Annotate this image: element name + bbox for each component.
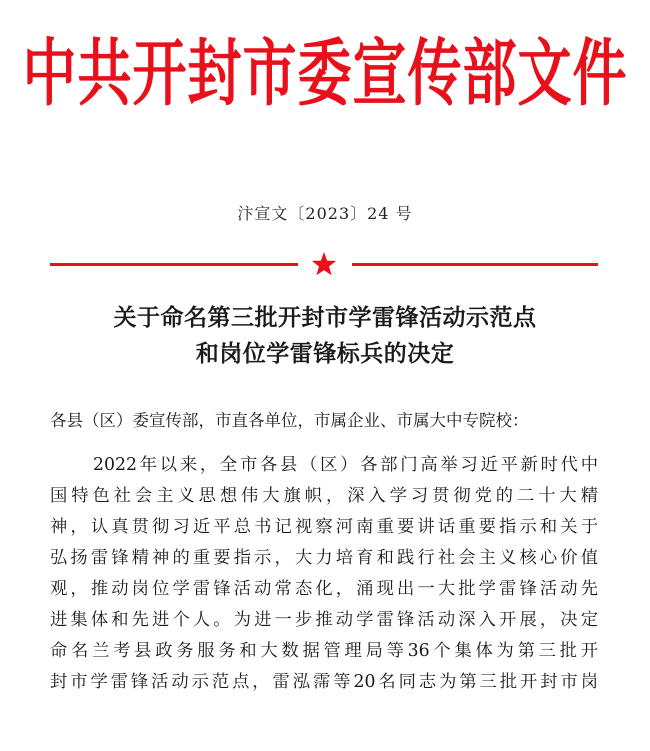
body-line: 2022年以来，全市各县（区）各部门高举习近平新时代中	[93, 455, 598, 475]
document-title-line-2: 和岗位学雷锋标兵的决定	[195, 341, 455, 367]
red-rule-left	[50, 263, 298, 266]
document-title-line-1: 关于命名第三批开封市学雷锋活动示范点	[113, 305, 537, 331]
body-line: 命名兰考县政务服务和大数据管理局等36个集体为第三批开	[50, 641, 598, 661]
body-line: 神，认真贯彻习近平总书记视察河南重要讲话重要指示和关于	[50, 517, 598, 537]
body-line: 封市学雷锋活动示范点，雷泓霈等20名同志为第三批开封市岗	[50, 672, 598, 692]
body-line: 进集体和先进个人。为进一步推动学雷锋活动深入开展，决定	[50, 610, 598, 630]
body-line: 国特色社会主义思想伟大旗帜，深入学习贯彻党的二十大精	[50, 486, 598, 506]
body-line: 观，推动岗位学雷锋活动常态化，涌现出一大批学雷锋活动先	[50, 579, 598, 599]
red-rule-right	[352, 263, 598, 266]
star-icon	[310, 250, 338, 278]
salutation: 各县（区）委宣传部，市直各单位，市属企业、市属大中专院校：	[50, 411, 529, 430]
star-shape	[312, 252, 336, 275]
document-masthead: 中共开封市委宣传部文件	[22, 30, 628, 116]
document-number: 汴宣文〔2023〕24 号	[237, 204, 413, 223]
body-line: 弘扬雷锋精神的重要指示，大力培育和践行社会主义核心价值	[50, 548, 598, 568]
